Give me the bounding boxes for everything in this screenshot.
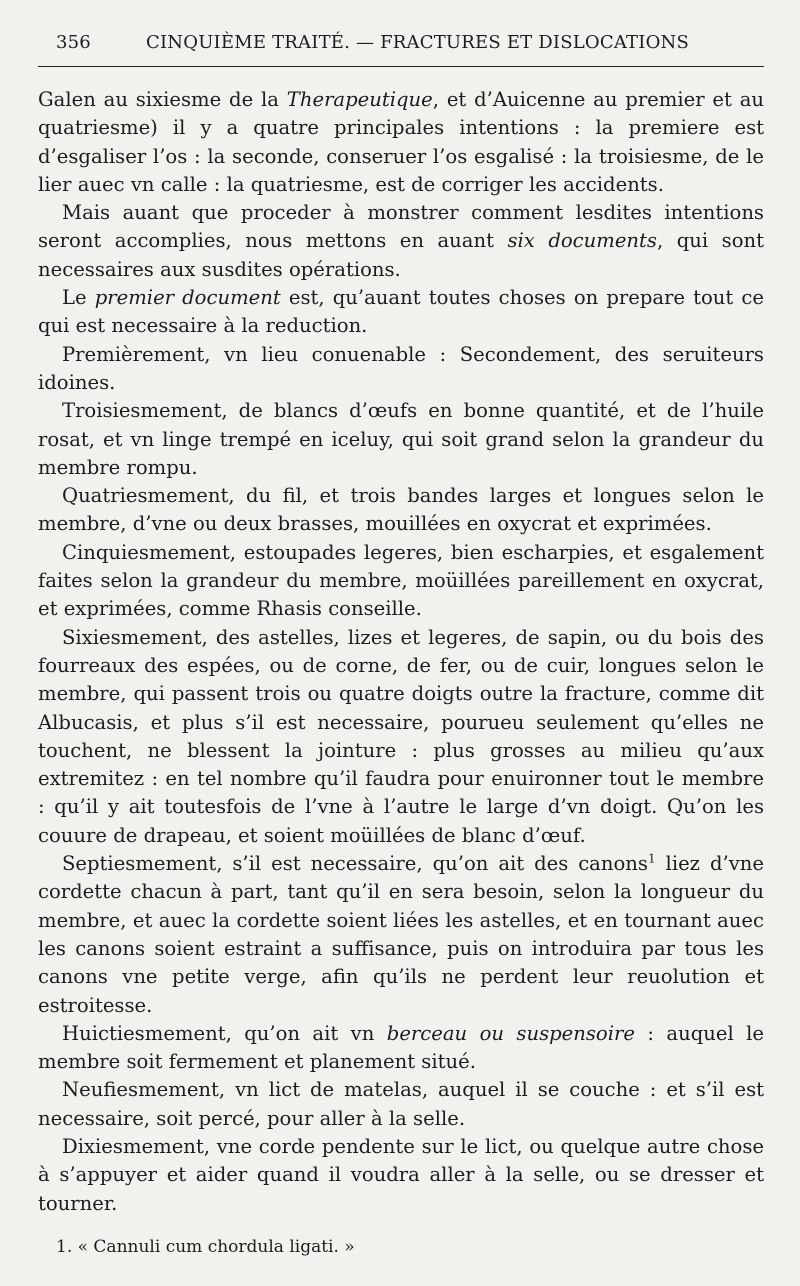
text-run: , et d’Auicenne au premier et au quatriesme) il y a quatre principales intentions : la premiere est d’esgaliser l’os : la seconde, conseruer l’os esgalisé : la troisiesme, de le lier auec vn calle : la quatriesme, est de corriger les accidents. (38, 88, 764, 196)
text-run: , qui sont necessaires aux susdites opérations. (38, 229, 764, 281)
italic-term: premier document (94, 286, 281, 310)
text-run: Le (62, 286, 95, 310)
text-run: liez d’vne cordette chacun à part, tant qu’il en sera besoin, selon la longueur du membre, et auec la cordette soient liées les astelles, et en tournant auec les canons soient estraint a suffisance, puis on introduira par tous les canons vne petite verge, afin qu’ils ne perdent leur reuolution et estroitesse. (38, 852, 764, 1017)
text-run: Septiesmement, s’il est necessaire, qu’on ait des canons (62, 852, 648, 876)
paragraph-septiesmement (38, 850, 764, 1020)
page-number: 356 (56, 32, 91, 53)
header-rule (38, 66, 764, 67)
text-run: Huictiesmement, qu’on ait vn (62, 1021, 387, 1045)
paragraph-six-documents (38, 199, 764, 284)
paragraph-intentions (38, 86, 764, 199)
running-head (38, 30, 764, 58)
text-run: Mais auant que proceder à monstrer comment lesdites intentions seront accomplies, nous mettons en auant (38, 201, 764, 253)
italic-term: berceau ou suspensoire (386, 1021, 635, 1045)
chapter-title: CINQUIÈME TRAITÉ. — FRACTURES ET DISLOCATIONS (146, 32, 690, 53)
paragraph-premierement: Premièrement, vn lieu conuenable : Secondement, des seruiteurs idoines. (38, 342, 764, 394)
paragraph-first-document (38, 284, 764, 341)
paragraph-cinquiesmement: Cinquiesmement, estoupades legeres, bien escharpies, et esgalement faites selon la grandeur du membre, moüillées pareillement en oxycrat, et exprimées, comme Rhasis conseille. (38, 540, 764, 621)
paragraph-troisiesmement: Troisiesmement, de blancs d’œufs en bonne quantité, et de l’huile rosat, et vn linge trempé en iceluy, qui soit grand selon la grandeur du membre rompu. (38, 399, 764, 479)
paragraph-neufiesmement: Neufiesmement, vn lict de matelas, auquel il se couche : et s’il est necessaire, soit percé, pour aller à la selle. (38, 1078, 764, 1130)
italic-title: Therapeutique (286, 88, 433, 111)
paragraph-huictiesmement (38, 1020, 764, 1077)
text-run: est, qu’auant toutes choses on prepare tout ce qui est necessaire à la reduction. (38, 286, 764, 338)
footnote: 1. « Cannuli cum chordula ligati. » (56, 1237, 355, 1257)
text-run: : auquel le membre soit fermement et planement situé. (38, 1021, 764, 1074)
text-run: Galen au sixiesme de la (38, 88, 287, 111)
body-text (38, 86, 764, 1218)
footnote-marker: 1 (647, 851, 656, 866)
paragraph-quatriesmement: Quatriesmement, du fil, et trois bandes larges et longues selon le membre, d’vne ou deux brasses, mouillées en oxycrat et exprimées. (38, 484, 764, 536)
paragraph-sixiesmement: Sixiesmement, des astelles, lizes et legeres, de sapin, ou du bois des fourreaux des espées, ou de corne, de fer, ou de cuir, longues selon le membre, qui passent trois ou quatre doigts outre la fracture, comme dit Albucasis, et plus s’il est necessaire, pourueu seulement qu’elles ne touchent, ne blessent la jointure : plus grosses au milieu qu’aux extremitez : en tel nombre qu’il faudra pour enuironner tout le membre : qu’il y ait toutesfois de l’vne à l’autre le large d’vn doigt. Qu’on les couure de drapeau, et soient moüillées de blanc d’œuf. (38, 625, 764, 847)
paragraph-dixiesmement: Dixiesmement, vne corde pendente sur le lict, ou quelque autre chose à s’appuyer et aider quand il voudra aller à la selle, ou se dresser et tourner. (38, 1134, 764, 1215)
italic-term: six documents (507, 229, 657, 253)
